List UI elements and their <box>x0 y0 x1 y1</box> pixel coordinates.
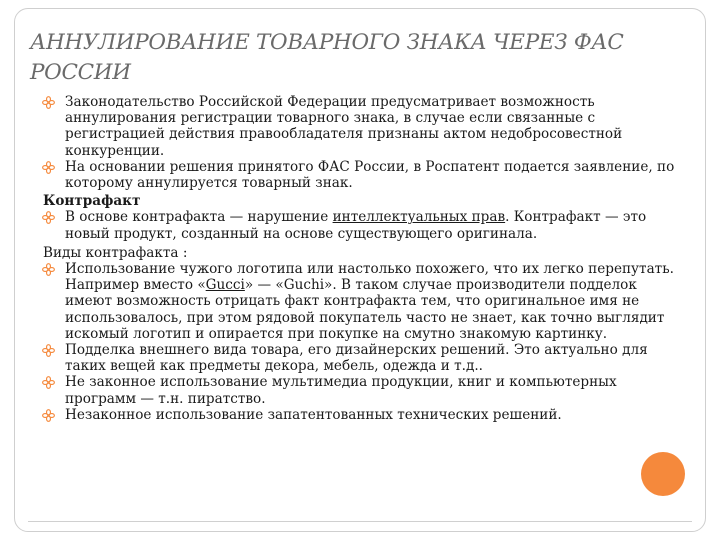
bullet-text-part: В основе контрафакта — нарушение <box>65 209 333 226</box>
bullet-item <box>40 261 680 342</box>
kontrafakt-heading: Контрафакт <box>43 193 141 210</box>
flower-bullet-icon <box>42 96 55 109</box>
bullet-text: Незаконное использование запатентованных технических решений. <box>65 406 562 423</box>
intellectual-rights-link[interactable]: интеллектуальных прав <box>332 209 506 226</box>
flower-bullet-icon <box>42 161 55 174</box>
bullet-text: Не законное использование мультимедиа продукции, книг и компьютерных программ — т.н. пиратство. <box>65 374 617 407</box>
types-heading: Виды контрафакта : <box>43 244 188 261</box>
bullet-text: Законодательство Российской Федерации предусматривает возможность аннулирования регистрации товарного знака, в случае если связанные с регистрацией действия правообладателя признаны актом недобросовестной конкуренции. <box>65 94 623 159</box>
flower-bullet-icon <box>42 409 55 422</box>
flower-bullet-icon <box>42 263 55 276</box>
bullet-text-part: . Контрафакт — это новый продукт, созданный на основе существующего оригинала. <box>65 209 647 242</box>
decorative-circle <box>641 452 685 496</box>
bullet-item <box>40 374 680 406</box>
flower-bullet-icon <box>42 376 55 389</box>
slide-content <box>40 94 680 423</box>
flower-bullet-icon <box>42 211 55 224</box>
bullet-item <box>40 342 680 374</box>
bullet-item <box>40 159 680 191</box>
bullet-text: На основании решения принятого ФАС России, в Роспатент подается заявление, по которому аннулируется товарный знак. <box>65 158 675 192</box>
bullet-item <box>40 407 680 423</box>
bullet-item <box>40 209 680 241</box>
bullet-item <box>40 94 680 159</box>
bullet-text-part: » — «Guchi». В таком случае производители подделок имеют возможность отрицать факт контрафакта тем, что оригинальное имя не использовалось, при этом рядовой покупатель часто не знает, как точно выглядит искомый логотип и опирается при покупке на смутно знакомую картинку. <box>65 277 665 342</box>
divider <box>28 521 692 522</box>
gucci-link[interactable]: Gucci <box>205 277 245 294</box>
slide-title: АННУЛИРОВАНИЕ ТОВАРНОГО ЗНАКА ЧЕРЕЗ ФАС РОССИИ <box>30 30 624 85</box>
bullet-text-part: Использование чужого логотипа или настолько похожего, что их легко перепутать. Например вместо « <box>65 261 674 294</box>
bullet-text: Подделка внешнего вида товара, его дизайнерских решений. Это актуально для таких вещей как предметы декора, мебель, одежда и т.д.. <box>65 342 648 375</box>
flower-bullet-icon <box>42 344 55 357</box>
